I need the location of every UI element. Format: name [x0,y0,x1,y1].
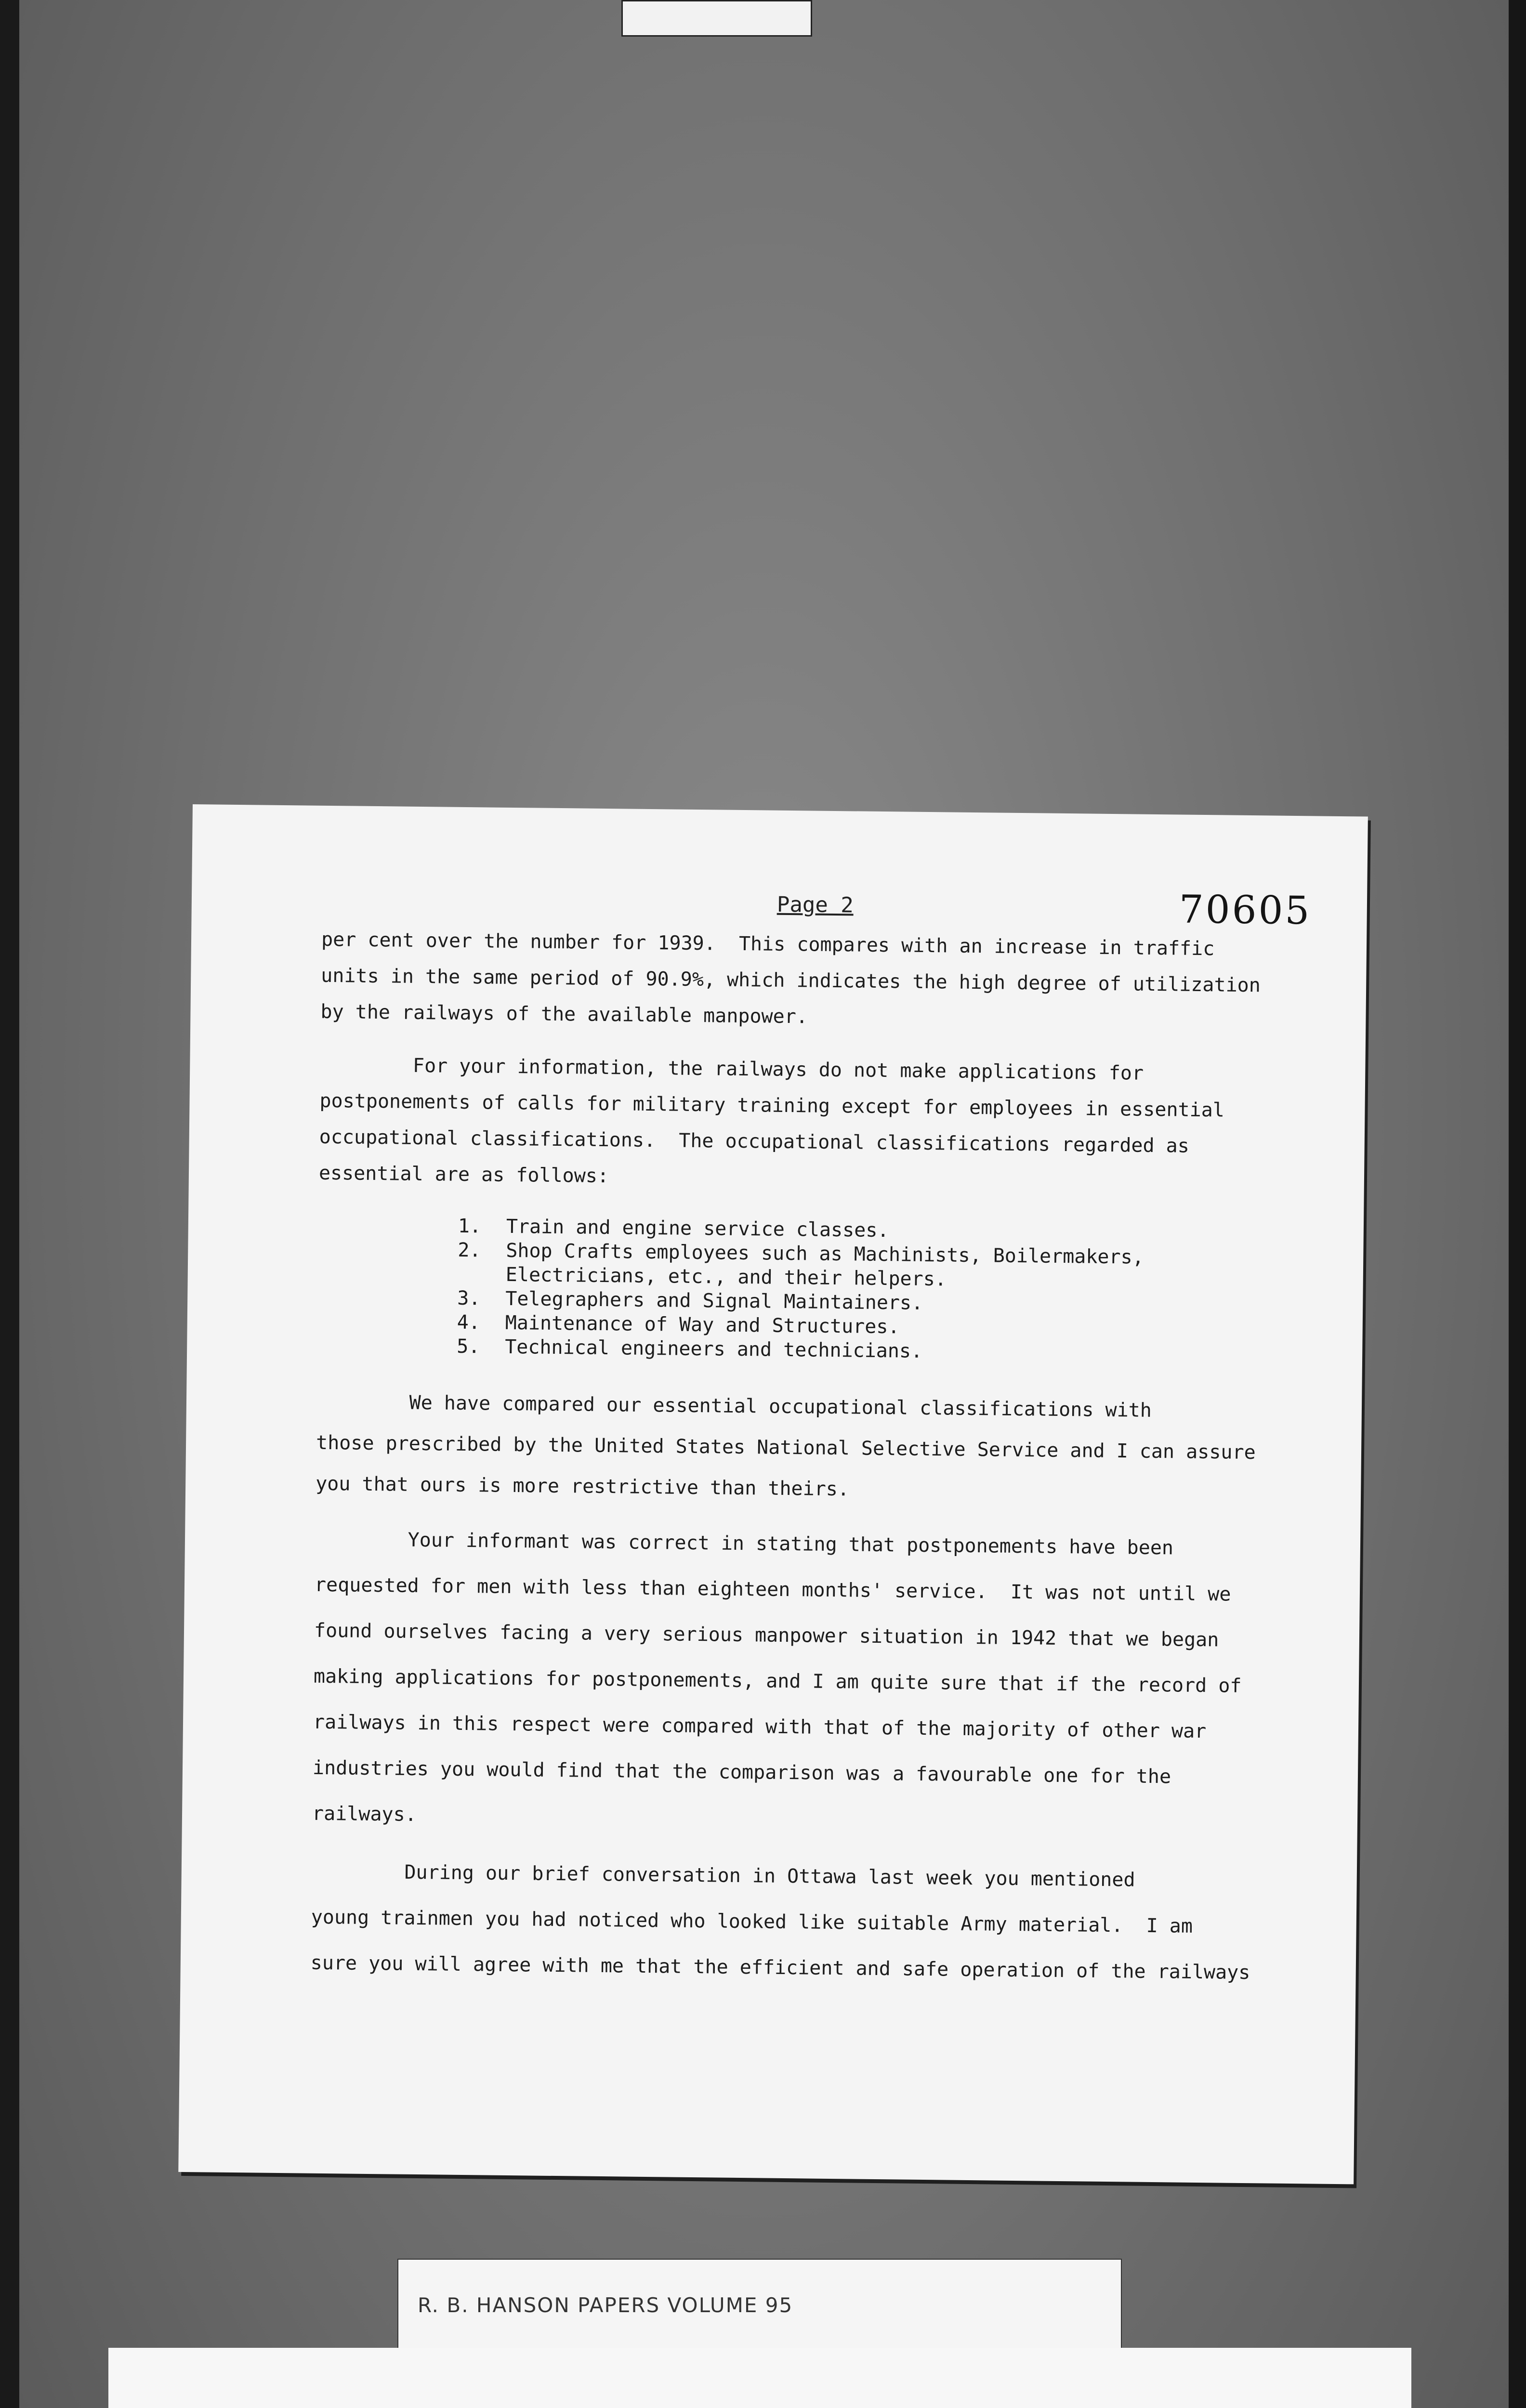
body-line: units in the same period of 90.9%, which indicates the high degree of utilization [321,964,1261,997]
body-line: making applications for postponements, and I am quite sure that if the record of [313,1665,1242,1697]
collection-label-text: R. B. HANSON PAPERS VOLUME 95 [418,2293,793,2317]
right-film-edge [1509,0,1526,2408]
list-text: Technical engineers and technicians. [504,1335,923,1362]
letter-page [178,804,1368,2184]
body-line: found ourselves facing a very serious manpower situation in 1942 that we began [314,1619,1219,1651]
body-line: by the railways of the available manpower. [320,1000,808,1028]
body-line: sure you will agree with me that the efficient and safe operation of the railways [310,1951,1250,1984]
body-line: you that ours is more restrictive than theirs. [316,1472,850,1501]
body-line: postponements of calls for military training except for employees in essential [319,1089,1225,1122]
list-number: 3. [457,1287,481,1310]
body-line: young trainmen you had noticed who looked like suitable Army material. I am [311,1906,1193,1937]
list-item [458,1238,1316,1296]
body-line: occupational classifications. The occupational classifications regarded as [319,1125,1190,1157]
stamped-document-number: 70605 [1179,887,1312,933]
body-line: industries you would find that the comparison was a favourable one for the [312,1756,1171,1788]
list-text: Maintenance of Way and Structures. [505,1311,900,1338]
body-line: Your informant was correct in stating that postponements have been [315,1528,1174,1559]
collection-label [397,2259,1122,2357]
body-line: For your information, the railways do not make applications for [320,1053,1144,1085]
list-number: 1. [458,1215,482,1238]
body-line: requested for men with less than eighteen months' service. It was not until we [314,1573,1231,1606]
list-text: Telegraphers and Signal Maintainers. [505,1287,923,1314]
body-line: per cent over the number for 1939. This compares with an increase in traffic [321,928,1215,960]
list-number: 5. [457,1335,480,1358]
body-line: During our brief conversation in Ottawa last week you mentioned [311,1860,1135,1891]
list-number: 2. [458,1239,481,1262]
body-line: railways. [312,1802,417,1826]
body-line: those prescribed by the United States National Selective Service and I can assure [316,1431,1256,1464]
list-text: Train and engine service classes. [506,1215,889,1242]
left-film-edge [0,0,19,2408]
top-clip-tab [621,0,812,37]
list-text: Shop Crafts employees such as Machinists, Boilermakers, Electricians, etc., and their helpers. [505,1239,1144,1291]
page-number-label: Page 2 [776,892,854,918]
public-archives-card [108,2348,1411,2408]
body-line: We have compared our essential occupational classifications with [316,1390,1152,1422]
body-line: railways in this respect were compared with that of the majority of other war [313,1711,1207,1743]
body-line: essential are as follows: [318,1162,609,1188]
list-number: 4. [457,1311,481,1334]
